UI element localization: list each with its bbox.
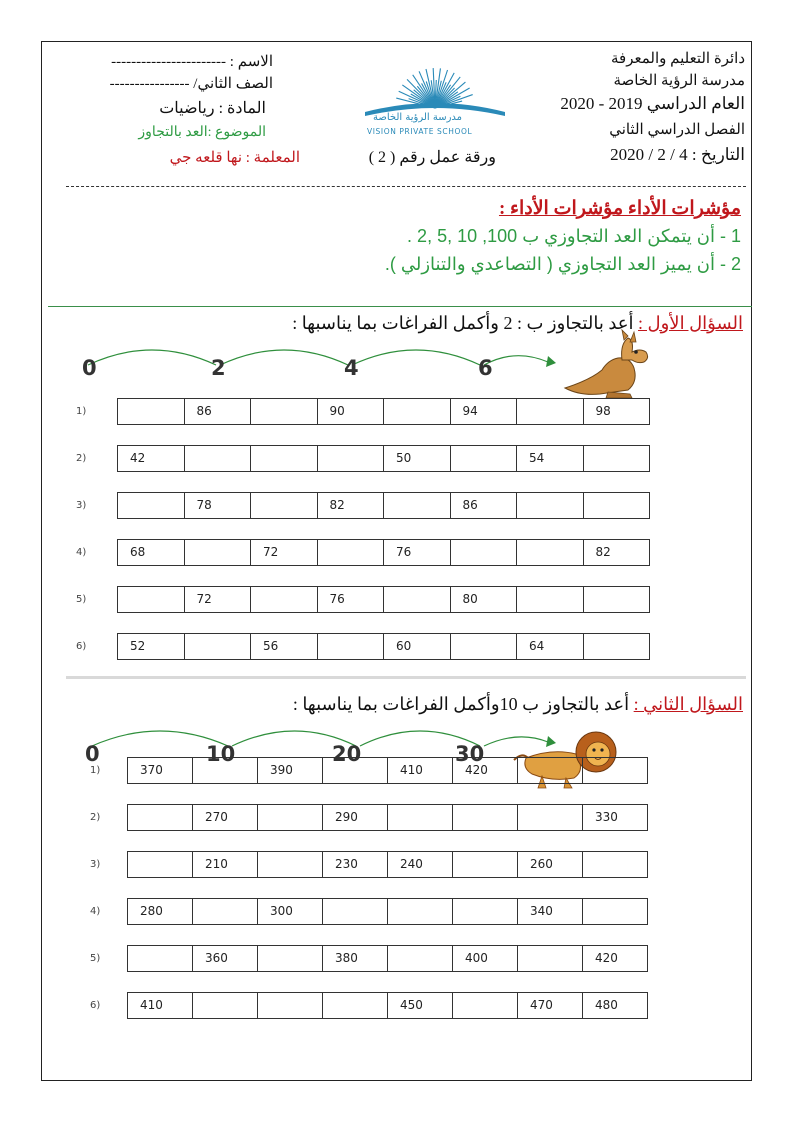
blank-answer-cell[interactable] (452, 992, 518, 1019)
given-number-cell: 340 (517, 898, 583, 925)
header-school: مدرسة الرؤية الخاصة (613, 73, 745, 89)
question1-label: السؤال الأول : (638, 313, 743, 333)
table-row (128, 851, 648, 878)
row-number: 5) (76, 594, 87, 605)
worksheet-number: ورقة عمل رقم ( 2 ) (368, 149, 496, 166)
header-year: العام الدراسي 2019 - 2020 (560, 94, 745, 113)
blank-answer-cell[interactable] (517, 804, 583, 831)
logo-arabic-text: مدرسة الرؤية الخاصة (373, 112, 463, 123)
given-number-cell: 410 (387, 757, 453, 784)
blank-answer-cell[interactable] (450, 633, 518, 660)
row-number: 3) (90, 859, 101, 870)
logo-english-text: VISION PRIVATE SCHOOL (367, 127, 473, 136)
blank-answer-cell[interactable] (127, 804, 193, 831)
blank-answer-cell[interactable] (452, 851, 518, 878)
table-row (118, 539, 650, 566)
number-line-mark: 0 (82, 356, 97, 380)
blank-answer-cell[interactable] (192, 992, 258, 1019)
given-number-cell: 42 (117, 445, 185, 472)
row-number: 4) (90, 906, 101, 917)
blank-answer-cell[interactable] (127, 851, 193, 878)
blank-answer-cell[interactable] (117, 586, 185, 613)
number-line-arcs (0, 330, 793, 390)
table-row (118, 492, 650, 519)
blank-answer-cell[interactable] (516, 492, 584, 519)
performance-item: 1 - أن يتمكن العد التجاوزي ب 100, 10 ,5 ,2 . (407, 226, 741, 246)
row-number: 1) (90, 765, 101, 776)
blank-answer-cell[interactable] (184, 445, 252, 472)
given-number-cell: 64 (516, 633, 584, 660)
blank-answer-cell[interactable] (257, 992, 323, 1019)
number-line-mark: 6 (478, 356, 493, 380)
teacher-label: المعلمة : نها قلعه جي (169, 150, 300, 166)
given-number-cell: 72 (184, 586, 252, 613)
given-number-cell: 80 (450, 586, 518, 613)
table-row (128, 945, 648, 972)
blank-answer-cell[interactable] (257, 804, 323, 831)
class-field: الصف الثاني/ ---------------- (109, 76, 273, 92)
blank-answer-cell[interactable] (184, 539, 252, 566)
blank-answer-cell[interactable] (517, 945, 583, 972)
blank-answer-cell[interactable] (322, 757, 388, 784)
given-number-cell: 210 (192, 851, 258, 878)
blank-answer-cell[interactable] (117, 492, 185, 519)
given-number-cell: 50 (383, 445, 451, 472)
blank-answer-cell[interactable] (582, 898, 648, 925)
topic-label: الموضوع :العد بالتجاوز (138, 125, 266, 140)
blank-answer-cell[interactable] (516, 539, 584, 566)
blank-answer-cell[interactable] (582, 851, 648, 878)
blank-answer-cell[interactable] (583, 492, 651, 519)
blank-answer-cell[interactable] (387, 945, 453, 972)
blank-answer-cell[interactable] (250, 445, 318, 472)
given-number-cell: 86 (450, 492, 518, 519)
row-number: 6) (90, 1000, 101, 1011)
row-number: 6) (76, 641, 87, 652)
given-number-cell: 480 (582, 992, 648, 1019)
blank-answer-cell[interactable] (583, 445, 651, 472)
number-line-mark: 20 (332, 742, 362, 766)
given-number-cell: 420 (582, 945, 648, 972)
performance-item: 2 - أن يميز العد التجاوزي ( التصاعدي والتنازلي ). (384, 254, 741, 274)
blank-answer-cell[interactable] (583, 586, 651, 613)
blank-answer-cell[interactable] (317, 445, 385, 472)
row-number: 5) (90, 953, 101, 964)
blank-answer-cell[interactable] (387, 804, 453, 831)
given-number-cell: 450 (387, 992, 453, 1019)
blank-answer-cell[interactable] (250, 398, 318, 425)
row-number: 2) (90, 812, 101, 823)
blank-answer-cell[interactable] (582, 757, 648, 784)
given-number-cell: 68 (117, 539, 185, 566)
number-line-mark: 30 (455, 742, 485, 766)
header-date: التاريخ : 4 / 2 / 2020 (610, 145, 745, 164)
blank-answer-cell[interactable] (516, 398, 584, 425)
number-line-mark: 2 (211, 356, 226, 380)
blank-answer-cell[interactable] (192, 898, 258, 925)
table-row (118, 445, 650, 472)
number-line-mark: 10 (206, 742, 236, 766)
blank-answer-cell[interactable] (184, 633, 252, 660)
row-number: 4) (76, 547, 87, 558)
blank-answer-cell[interactable] (257, 851, 323, 878)
blank-answer-cell[interactable] (450, 445, 518, 472)
blank-answer-cell[interactable] (117, 398, 185, 425)
blank-answer-cell[interactable] (317, 539, 385, 566)
given-number-cell: 56 (250, 633, 318, 660)
blank-answer-cell[interactable] (583, 633, 651, 660)
given-number-cell: 76 (317, 586, 385, 613)
row-number: 3) (76, 500, 87, 511)
header-directorate: دائرة التعليم والمعرفة (610, 51, 745, 67)
blank-answer-cell[interactable] (517, 757, 583, 784)
kangaroo-icon (560, 330, 660, 400)
table-row (118, 398, 650, 425)
blank-answer-cell[interactable] (387, 898, 453, 925)
header-separator (66, 186, 746, 187)
question2-label: السؤال الثاني : (633, 694, 743, 714)
given-number-cell: 82 (317, 492, 385, 519)
blank-answer-cell[interactable] (127, 945, 193, 972)
header-semester: الفصل الدراسي الثاني (609, 122, 745, 138)
row-number: 1) (76, 406, 87, 417)
student-name-field: الاسم : ----------------------- (111, 54, 273, 70)
given-number-cell: 280 (127, 898, 193, 925)
number-line-mark: 0 (85, 742, 100, 766)
given-number-cell: 400 (452, 945, 518, 972)
given-number-cell: 300 (257, 898, 323, 925)
given-number-cell: 390 (257, 757, 323, 784)
given-number-cell: 260 (517, 851, 583, 878)
given-number-cell: 470 (517, 992, 583, 1019)
subject-label: المادة : رياضيات (159, 100, 266, 117)
given-number-cell: 270 (192, 804, 258, 831)
table-row (128, 992, 648, 1019)
blank-answer-cell[interactable] (192, 757, 258, 784)
given-number-cell: 330 (582, 804, 648, 831)
blank-answer-cell[interactable] (383, 492, 451, 519)
blank-answer-cell[interactable] (450, 539, 518, 566)
table-row (118, 633, 650, 660)
blank-answer-cell[interactable] (383, 586, 451, 613)
given-number-cell: 82 (583, 539, 651, 566)
performance-title: مؤشرات الأداء مؤشرات الأداء : (498, 198, 741, 219)
table-row (128, 804, 648, 831)
blank-answer-cell[interactable] (322, 898, 388, 925)
given-number-cell: 60 (383, 633, 451, 660)
blank-answer-cell[interactable] (250, 492, 318, 519)
given-number-cell: 86 (184, 398, 252, 425)
given-number-cell: 290 (322, 804, 388, 831)
question2-text: أعد بالتجاوز ب 10وأكمل الفراغات بما يناسبها : (292, 694, 630, 714)
question1-text: أعد بالتجاوز ب : 2 وأكمل الفراغات بما يناسبها : (292, 313, 634, 333)
given-number-cell: 90 (317, 398, 385, 425)
blank-answer-cell[interactable] (383, 398, 451, 425)
given-number-cell: 78 (184, 492, 252, 519)
given-number-cell: 76 (383, 539, 451, 566)
blank-answer-cell[interactable] (250, 586, 318, 613)
blank-answer-cell[interactable] (257, 945, 323, 972)
given-number-cell: 54 (516, 445, 584, 472)
given-number-cell: 380 (322, 945, 388, 972)
given-number-cell: 360 (192, 945, 258, 972)
row-number: 2) (76, 453, 87, 464)
given-number-cell: 410 (127, 992, 193, 1019)
given-number-cell: 94 (450, 398, 518, 425)
given-number-cell: 370 (127, 757, 193, 784)
given-number-cell: 72 (250, 539, 318, 566)
question-divider (66, 676, 746, 679)
given-number-cell: 240 (387, 851, 453, 878)
blank-answer-cell[interactable] (322, 992, 388, 1019)
blank-answer-cell[interactable] (452, 898, 518, 925)
given-number-cell: 420 (452, 757, 518, 784)
school-logo (355, 64, 515, 140)
blank-answer-cell[interactable] (516, 586, 584, 613)
given-number-cell: 98 (583, 398, 651, 425)
given-number-cell: 52 (117, 633, 185, 660)
table-row (118, 586, 650, 613)
table-row (128, 898, 648, 925)
given-number-cell: 230 (322, 851, 388, 878)
blank-answer-cell[interactable] (317, 633, 385, 660)
question2-heading (293, 694, 743, 715)
section-divider (48, 306, 752, 307)
table-row (128, 757, 648, 784)
blank-answer-cell[interactable] (452, 804, 518, 831)
number-line-mark: 4 (344, 356, 359, 380)
